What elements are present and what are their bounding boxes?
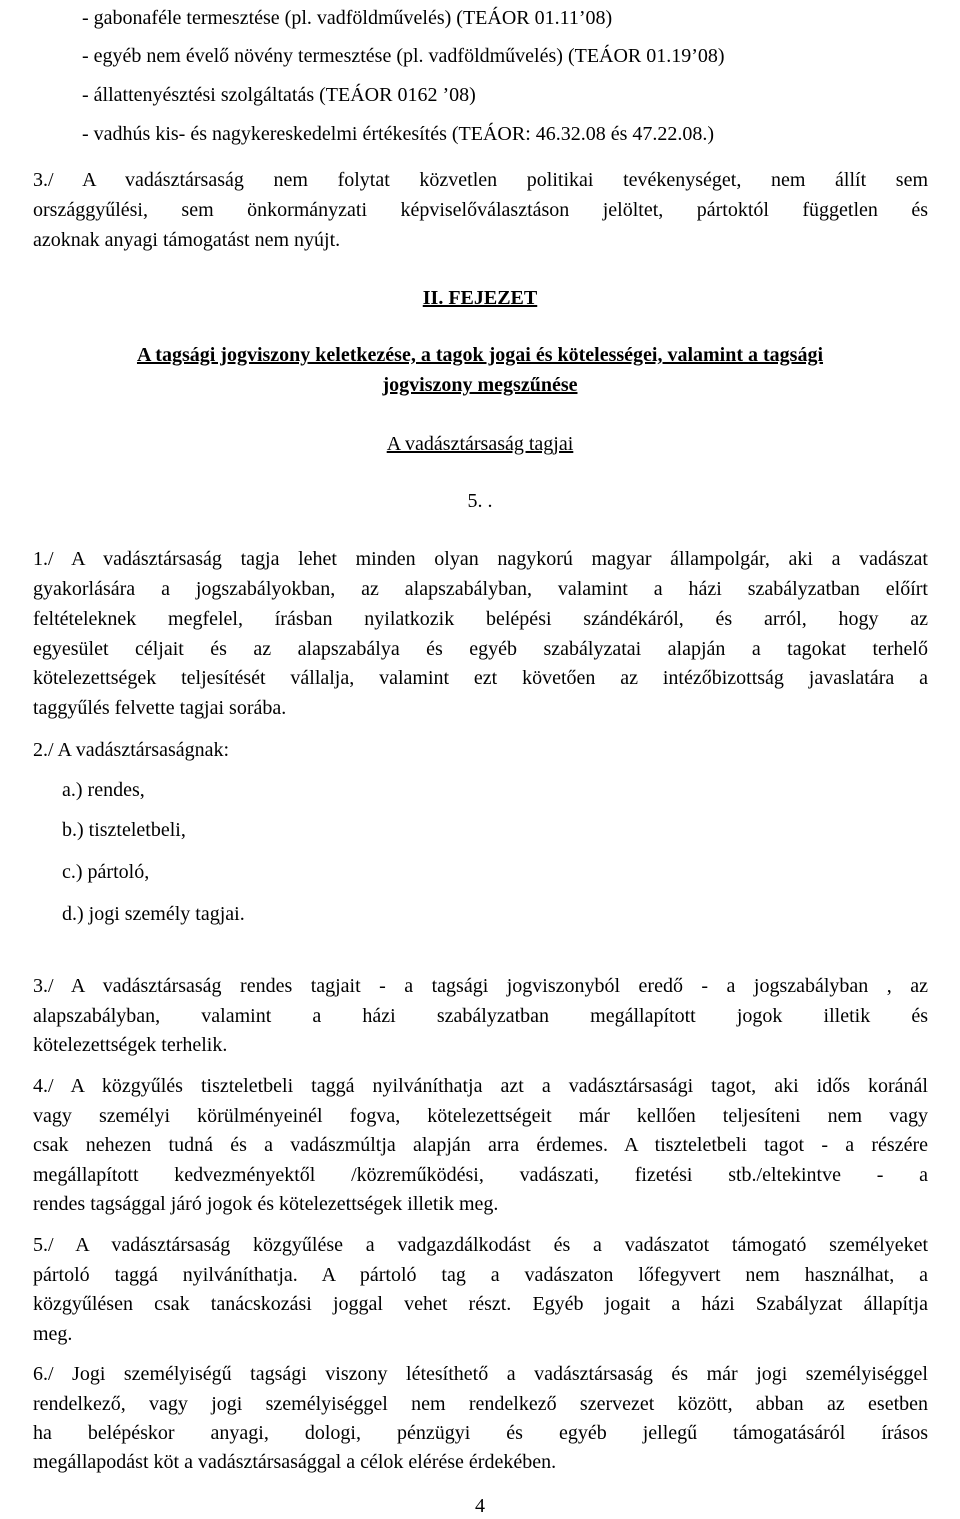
list-item: - vadhús kis- és nagykereskedelmi értékesítés (TEÁOR: 46.32.08 és 47.22.08.) <box>82 123 715 145</box>
chapter-title: II. FEJEZET <box>422 287 538 309</box>
paragraph-line: 5./ A vadásztársaság közgyűlése a vadgazdálkodást és a vadászatot támogató személyeket <box>33 1234 928 1256</box>
list-item: - gabonaféle termesztése (pl. vadföldművelés) (TEÁOR 01.11’08) <box>82 7 613 29</box>
section-number: 5. . <box>467 490 493 512</box>
paragraph-line: azoknak anyagi támogatást nem nyújt. <box>33 229 341 251</box>
paragraph-line: 3./ A vadásztársaság nem folytat közvetlen politikai tevékenységet, nem állít sem <box>33 169 928 191</box>
list-item: - egyéb nem évelő növény termesztése (pl. vadföldművelés) (TEÁOR 01.19’08) <box>82 45 725 67</box>
paragraph-line: közgyűlésen csak tanácskozási joggal vehet részt. Egyéb jogait a házi Szabályzat állapítja <box>33 1293 928 1315</box>
paragraph-line: országgyűlési, sem önkormányzati képviselőválasztáson jelöltet, pártoktól független és <box>33 199 928 221</box>
paragraph-line: kötelezettségek teljesítését vállalja, valamint ezt követően az intézőbizottság javaslatára a <box>33 667 928 689</box>
chapter-subtitle: A tagsági jogviszony keletkezése, a tagok jogai és kötelességei, valamint a tagsági <box>136 344 824 366</box>
paragraph-line: 6./ Jogi személyiségű tagsági viszony létesíthető a vadásztársaság és már jogi személyiséggel <box>33 1363 928 1385</box>
page-number: 4 <box>475 1495 485 1517</box>
paragraph-line: pártoló taggá nyilváníthatja. A pártoló tag a vadászaton lőfegyvert nem használhat, a <box>33 1264 928 1286</box>
paragraph-line: feltételeknek megfelel, írásban nyilatkozik belépési szándékáról, és arról, hogy az <box>33 608 928 630</box>
list-item: b.) tiszteletbeli, <box>62 819 186 841</box>
paragraph-line: 4./ A közgyűlés tiszteletbeli taggá nyilváníthatja azt a vadásztársasági tagot, aki idős koránál <box>33 1075 928 1097</box>
paragraph-line: vagy személyi körülményeinél fogva, kötelezettségeit már kellően teljesíteni nem vagy <box>33 1105 928 1127</box>
list-item: d.) jogi személy tagjai. <box>62 903 245 925</box>
paragraph-line: gyakorlására a jogszabályokban, az alapszabályban, valamint a házi szabályzatban előírt <box>33 578 928 600</box>
list-item: c.) pártoló, <box>62 861 150 883</box>
paragraph-line: rendes tagsággal járó jogok és kötelezettségek illetik meg. <box>33 1193 499 1215</box>
paragraph-line: rendelkező, vagy jogi személyiséggel nem rendelkező szervezet között, abban az esetben <box>33 1393 928 1415</box>
section-title: A vadásztársaság tagjai <box>386 433 574 455</box>
list-item: a.) rendes, <box>62 779 145 801</box>
paragraph-line: egyesület céljait és az alapszabálya és egyéb szabályzatai alapján a tagokat terhelő <box>33 638 928 660</box>
paragraph-line: meg. <box>33 1323 73 1345</box>
paragraph-line: 1./ A vadásztársaság tagja lehet minden olyan nagykorú magyar állampolgár, aki a vadászat <box>33 548 928 570</box>
paragraph-line: csak nehezen tudná és a vadászmúltja alapján arra érdemes. A tiszteletbeli tagot - a részére <box>33 1134 928 1156</box>
paragraph-line: 2./ A vadásztársaságnak: <box>33 739 230 761</box>
paragraph-line: megállapodást köt a vadásztársasággal a célok elérése érdekében. <box>33 1451 557 1473</box>
paragraph-line: kötelezettségek terhelik. <box>33 1034 228 1056</box>
list-item: - állattenyésztési szolgáltatás (TEÁOR 0162 ’08) <box>82 84 476 106</box>
paragraph-line: alapszabályban, valamint a házi szabályzatban megállapított jogok illetik és <box>33 1005 928 1027</box>
chapter-subtitle: jogviszony megszűnése <box>382 374 578 396</box>
paragraph-line: taggyűlés felvette tagjai sorába. <box>33 697 287 719</box>
paragraph-line: ha belépéskor anyagi, dologi, pénzügyi és egyéb jellegű támogatásáról írásos <box>33 1422 928 1444</box>
paragraph-line: 3./ A vadásztársaság rendes tagjait - a tagsági jogviszonyból eredő - a jogszabályban , az <box>33 975 928 997</box>
paragraph-line: megállapított kedvezményektől /közreműködési, vadászati, fizetési stb./eltekintve - a <box>33 1164 928 1186</box>
